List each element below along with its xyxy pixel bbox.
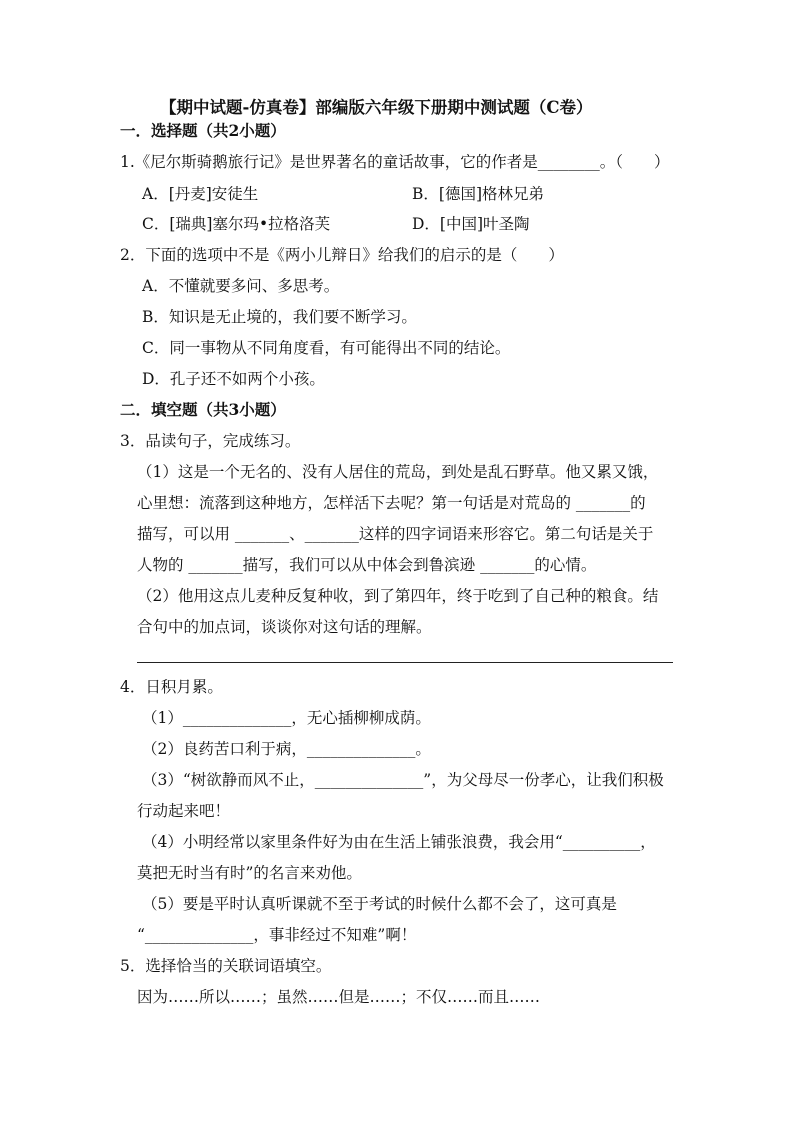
question-4-line: （4）小明经常以家里条件好为由在生活上铺张浪费，我会用“__________， [142, 833, 656, 851]
question-1-option-b: B．[德国]格林兄弟 [412, 185, 544, 203]
question-3-line: （2）他用这点儿麦种反复种收，到了第四年，终于吃到了自己种的粮食。结 [137, 587, 659, 605]
question-1-option-d: D．[中国]叶圣陶 [412, 215, 530, 233]
question-3-line: （1）这是一个无名的、没有人居住的荒岛，到处是乱石野草。他又累又饿， [137, 463, 659, 481]
section-heading-fill: 二．填空题（共3小题） [120, 400, 286, 419]
question-2-option-b: B．知识是无止境的，我们要不断学习。 [142, 308, 417, 326]
question-3-stem: 3．品读句子，完成练习。 [120, 432, 301, 450]
question-1-option-c: C．[瑞典]塞尔玛•拉格洛芙 [142, 215, 331, 233]
question-2-option-a: A．不懂就要多问、多思考。 [142, 277, 340, 295]
question-4-line: （5）要是平时认真听课就不至于考试的时候什么都不会了，这可真是 [142, 895, 617, 913]
question-4-stem: 4．日积月累。 [120, 678, 223, 696]
question-1-option-a: A．[丹麦]安徒生 [142, 185, 259, 203]
question-4-line: 莫把无时当有时”的名言来劝他。 [137, 864, 362, 882]
question-4-line: （2）良药苦口利于病，______________。 [142, 740, 431, 758]
question-4-line: （3）“树欲静而风不止，______________”，为父母尽一份孝心，让我们积极 [142, 771, 664, 789]
question-3-line: 人物的 _______描写，我们可以从中体会到鲁滨逊 _______的心情。 [137, 556, 597, 574]
section-heading-choice: 一．选择题（共2小题） [120, 121, 286, 140]
question-4-line: “______________，事非经过不知难”啊！ [137, 926, 417, 944]
question-4-line: 行动起来吧！ [137, 802, 231, 820]
question-3-line: 合句中的加点词，谈谈你对这句话的理解。 [137, 618, 432, 636]
question-5-word-bank: 因为……所以……；虽然……但是……；不仅……而且…… [137, 988, 541, 1006]
question-2-stem: 2．下面的选项中不是《两小儿辩日》给我们的启示的是（ ） [120, 246, 564, 264]
question-2-option-c: C．同一事物从不同角度看，有可能得出不同的结论。 [142, 339, 511, 357]
question-5-stem: 5．选择恰当的关联词语填空。 [120, 957, 332, 975]
question-1-stem: 1.《尼尔斯骑鹅旅行记》是世界著名的童话故事，它的作者是________。（ ） [120, 153, 670, 171]
question-2-option-d: D．孔子还不如两个小孩。 [142, 370, 325, 388]
question-3-line: 描写，可以用 _______、_______这样的四字词语来形容它。第二句话是关于 [137, 525, 654, 543]
question-3-line: 心里想：流落到这种地方，怎样活下去呢？第一句话是对荒岛的 _______的 [137, 494, 646, 512]
page-title: 【期中试题-仿真卷】部编版六年级下册期中测试题（C卷） [160, 98, 593, 117]
question-4-line: （1）______________，无心插柳柳成荫。 [142, 709, 431, 727]
answer-line [137, 662, 673, 663]
